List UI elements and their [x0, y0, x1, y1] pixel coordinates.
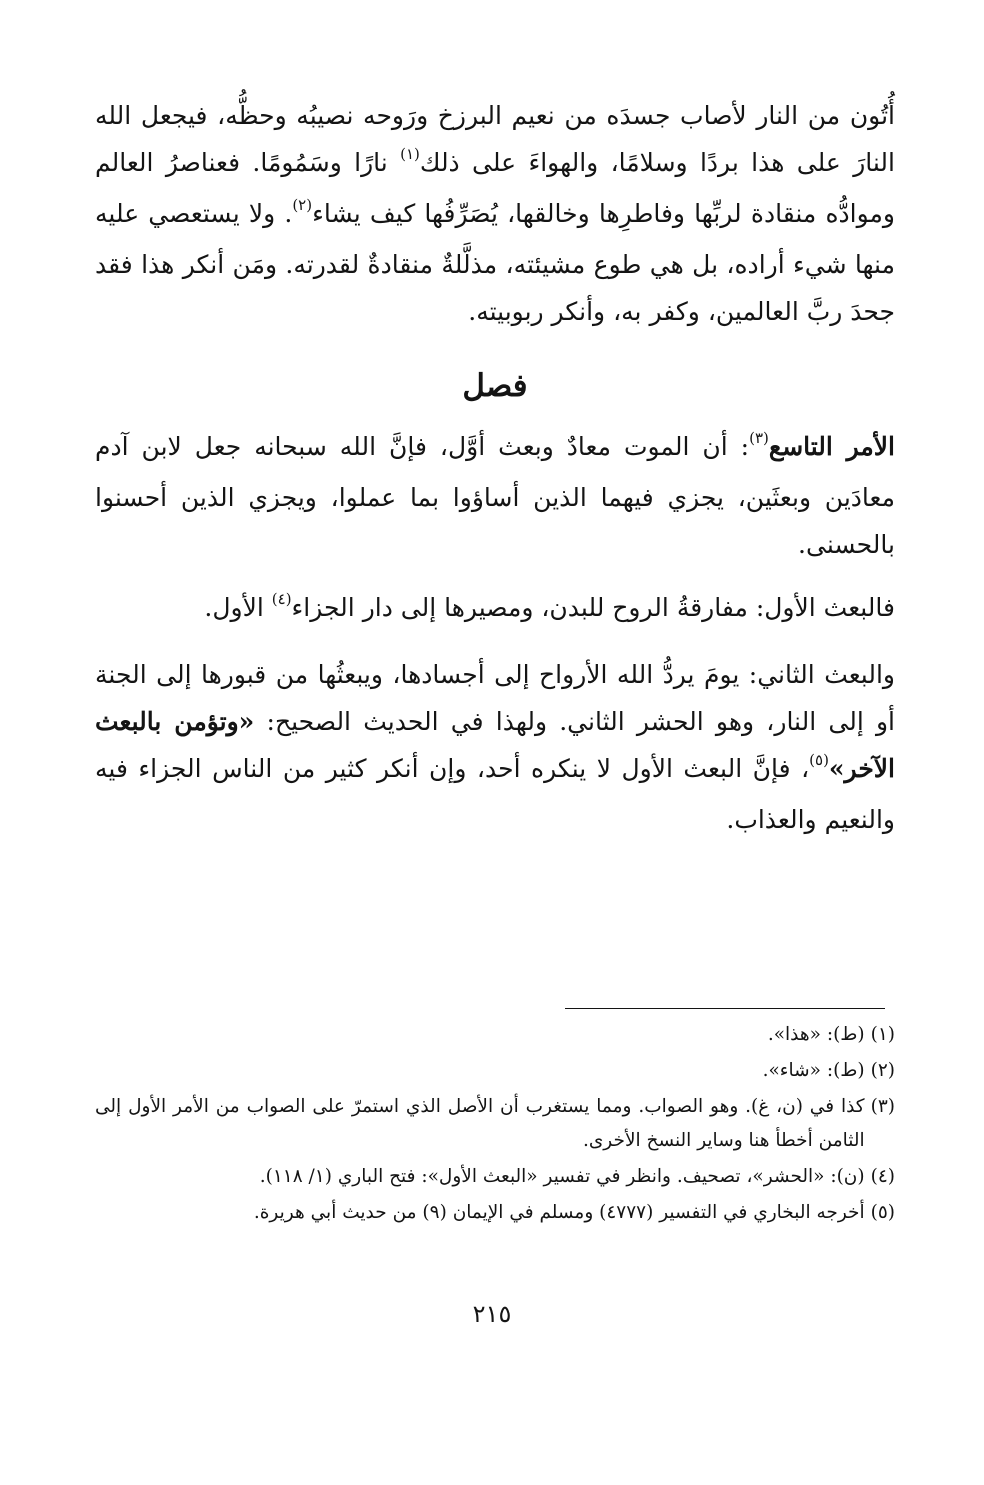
page-body: [95, 92, 895, 843]
paragraph-2: [95, 423, 895, 568]
paragraph-1-text-a: أُتُون من النار لأصاب جسدَه من نعيم البرزخ ورَوحه نصيبُه وحظُّه، فيجعل الله النارَ على هذا بردًا وسلامًا، والهواءَ على ذلك: [95, 101, 895, 177]
paragraph-4: [95, 651, 895, 843]
footnote-text: (ط): «شاء».: [762, 1060, 865, 1081]
footnote-separator: [565, 1008, 885, 1009]
paragraph-1-text-b: نارًا وسَمُومًا. فعناصرُ العالم وموادُّه منقادة لربِّها وفاطرِها وخالقها، يُصَرِّفُها كيف يشاء: [95, 148, 895, 228]
footnote-ref-4[interactable]: (٤): [271, 590, 292, 608]
footnote-item: [95, 1054, 895, 1088]
footnote-item: [95, 1160, 895, 1194]
section-heading: فصل: [462, 368, 528, 404]
footnote-item: [95, 1090, 895, 1158]
footnote-ref-3[interactable]: (٣): [749, 429, 769, 447]
paragraph-3-end: الأول.: [204, 593, 272, 622]
footnote-text: أخرجه البخاري في التفسير (٤٧٧٧) ومسلم في الإيمان (٩) من حديث أبي هريرة.: [253, 1202, 865, 1223]
footnote-ref-2[interactable]: (٢): [292, 196, 313, 214]
paragraph-3: [95, 584, 895, 635]
paragraph-4-text-a: والبعث الثاني: يومَ يردُّ الله الأرواح إلى أجسادها، ويبعثُها من قبورها إلى الجنة أو إلى النار، وهو الحشر الثاني. ولهذا في الحديث الصحيح:: [95, 660, 895, 736]
paragraph-2-text: : أن الموت معادٌ وبعث أوَّل، فإنَّ الله سبحانه جعل لابن آدم معادَين وبعثَين، يجزي فيهما الذين أساؤوا بما عملوا، ويجزي الذين أحسنوا بالحسنى.: [95, 432, 895, 559]
paragraph-1: [95, 92, 895, 335]
paragraph-1-text-c: . ولا يستعصي عليه منها شيء أراده، بل هي طوع مشيئته، مذلَّلةٌ منقادةٌ لقدرته. ومَن أنكر هذا فقد جحدَ ربَّ العالمين، وكفر به، وأنكر ربوبيته.: [95, 199, 895, 326]
paragraph-3-text: فالبعث الأول: مفارقةُ الروح للبدن، ومصيرها إلى دار الجزاء: [291, 593, 895, 622]
paragraph-gap: [95, 635, 895, 651]
footnote-text: (ن): «الحشر»، تصحيف. وانظر في تفسير «البعث الأول»: فتح الباري (١/ ١١٨).: [259, 1166, 865, 1187]
footnote-number: (٥): [870, 1202, 895, 1223]
footnote-ref-5[interactable]: (٥): [809, 751, 829, 769]
footnote-ref-1[interactable]: (١): [400, 145, 420, 163]
footnote-number: (٣): [870, 1096, 895, 1117]
hadith-quote: «وتؤمن بالبعث الآخر»: [95, 707, 895, 783]
footnote-number: (٤): [870, 1166, 895, 1187]
footnote-item: [95, 1018, 895, 1052]
footnote-number: (١): [870, 1024, 895, 1045]
footnote-text: كذا في (ن، غ). وهو الصواب. ومما يستغرب أن الأصل الذي استمرّ على الصواب من الأمر الأول إلى الثامن أخطأ هنا وساير النسخ الأخرى.: [95, 1096, 865, 1151]
footnote-number: (٢): [870, 1060, 895, 1081]
paragraph-4-text-b: ، فإنَّ البعث الأول لا ينكره أحد، وإن أنكر كثير من الناس الجزاء فيه والنعيم والعذاب.: [95, 754, 895, 834]
footnote-item: [95, 1196, 895, 1230]
footnotes: [95, 1018, 895, 1232]
paragraph-2-bold-lead: الأمر التاسع: [768, 432, 895, 461]
page-number: ٢١٥: [472, 1300, 512, 1328]
footnote-text: (ط): «هذا».: [767, 1024, 865, 1045]
paragraph-gap: [95, 568, 895, 584]
